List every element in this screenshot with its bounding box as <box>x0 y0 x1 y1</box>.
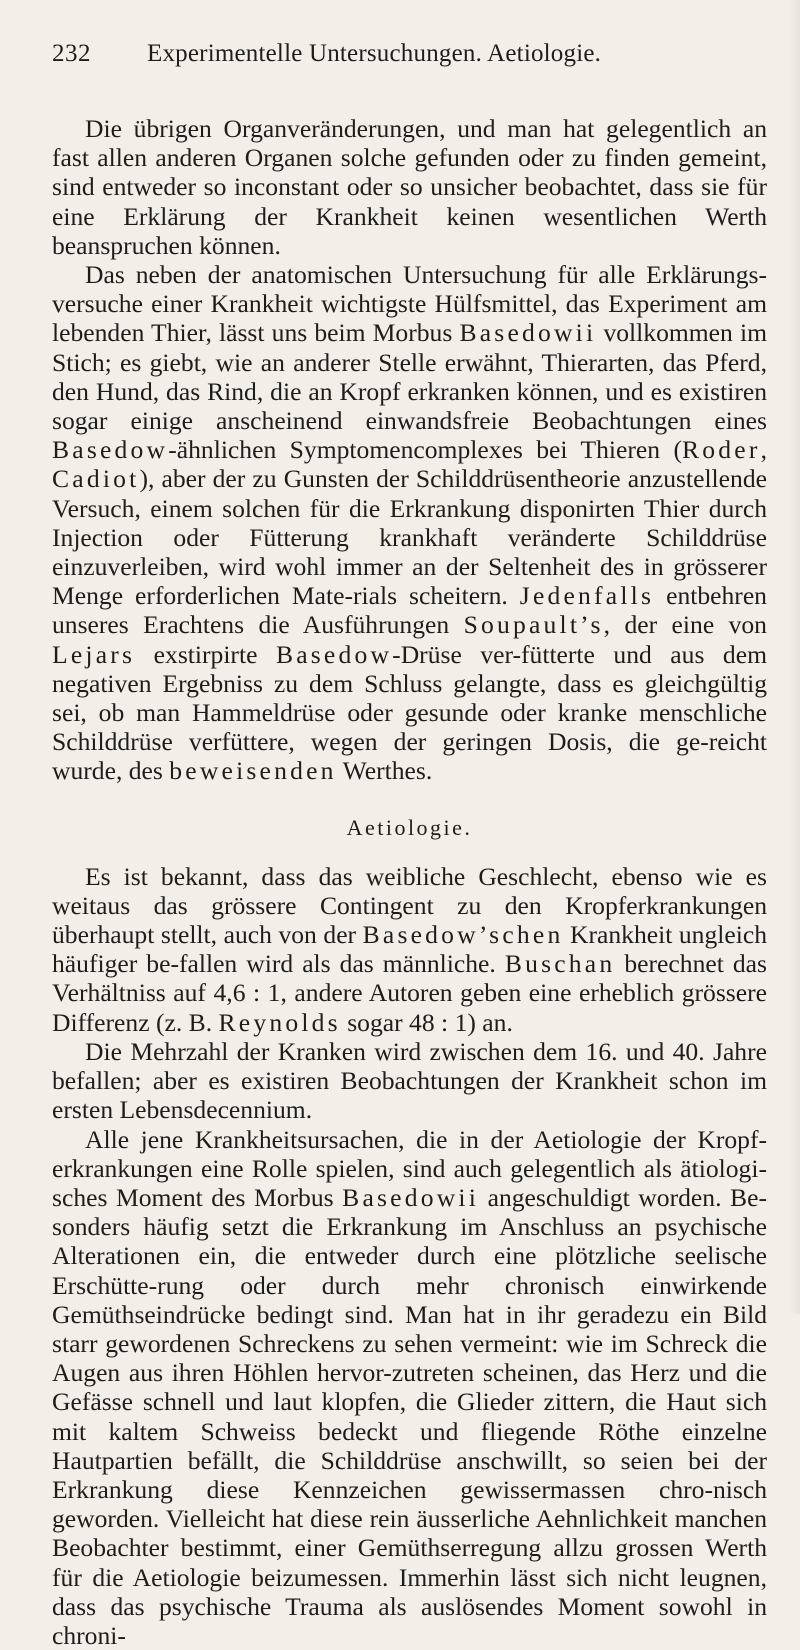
spaced-name: Basedow <box>276 640 392 669</box>
running-header <box>52 40 767 80</box>
paragraph-sex-distribution: Es ist bekannt, dass das weibliche Geschlecht, ebenso wie es weitaus das grössere Contingent zu den Kropferkrankungen überhaupt stellt, auch von der Basedow’schen Krankheit ungleich häufiger be-fallen wird als das männliche. Buschan berechnet das Verhältniss auf 4,6 : 1, andere Autoren geben eine erheblich grössere Differenz (z. B. Reynolds sogar 48 : 1) an. <box>52 862 767 1037</box>
spaced-name: Basedowii <box>342 1183 479 1212</box>
paragraph-psychic-causes: Alle jene Krankheitsursachen, die in der Aetiologie der Kropf-erkrankungen eine Rolle spielen, sind auch gelegentlich als ätiologi-sches Moment des Morbus Basedowii angeschuldigt worden. Be-sonders häufig setzt die Erkrankung im Anschluss an psychische Alterationen ein, die entweder durch eine plötzliche seelische Erschütte-rung oder durch mehr chronisch einwirkende Gemüthseindrücke bedingt sind. Man hat in ihr geradezu ein Bild starr gewordenen Schreckens zu sehen vermeint: wie im Schreck die Augen aus ihren Höhlen hervor-zutreten scheinen, das Herz und die Gefässe schnell und laut klopfen, die Glieder zittern, die Haut sich mit kaltem Schweiss bedeckt und fliegende Röthe einzelne Hautpartien befällt, die Schilddrüse anschwillt, so seien bei der Erkrankung diese Kennzeichen gewissermassen chro-nisch geworden. Vielleicht hat diese rein äusserliche Aehnlichkeit manchen Beobachter bestimmt, einer Gemüthserregung allzu grossen Werth für die Aetiologie beizumessen. Immerhin lässt sich nicht leugnen, dass das psychische Trauma als auslösendes Moment sowohl in chroni- <box>52 1125 767 1650</box>
spaced-name: Cadiot <box>52 464 139 493</box>
paper-edge-shadow <box>790 0 800 1314</box>
body-text <box>52 114 767 1650</box>
spaced-name: Basedow <box>52 435 168 464</box>
page-number: 232 <box>52 40 91 68</box>
spaced-name: Roder <box>682 435 761 464</box>
running-title: Experimentelle Untersuchungen. Aetiologie. <box>147 40 601 68</box>
paragraph-age-distribution: Die Mehrzahl der Kranken wird zwischen dem 16. und 40. Jahre befallen; aber es existiren Beobachtungen der Krankheit schon im ersten Lebensdecennium. <box>52 1037 767 1125</box>
paragraph-animal-experiment: Das neben der anatomischen Untersuchung für alle Erklärungs-versuche einer Krankheit wichtigste Hülfsmittel, das Experiment am lebenden Thier, lässt uns beim Morbus Basedowii vollkommen im Stich; es giebt, wie an anderer Stelle erwähnt, Thierarten, das Pferd, den Hund, das Rind, die an Kropf erkranken können, und es existiren sogar einige anscheinend einwandsfreie Beobachtungen eines Basedow-ähnlichen Symptomencomplexes bei Thieren (Roder, Cadiot), aber der zu Gunsten der Schilddrüsentheorie anzustellende Versuch, einem solchen für die Erkrankung disponirten Thier durch Injection oder Fütterung krankhaft veränderte Schilddrüse einzuverleiben, wird wohl immer an der Seltenheit des in grösserer Menge erforderlichen Mate-rials scheitern. Jedenfalls entbehren unseres Erachtens die Ausführungen Soupault’s, der eine von Lejars exstirpirte Basedow-Drüse ver-fütterte und aus dem negativen Ergebniss zu dem Schluss gelangte, dass es gleichgültig sei, ob man Hammeldrüse oder gesunde oder kranke menschliche Schilddrüse verfüttere, wegen der geringen Dosis, die ge-reicht wurde, des beweisenden Werthes. <box>52 260 767 786</box>
spaced-name: Buschan <box>505 949 616 978</box>
spaced-word: Jedenfalls <box>520 581 654 610</box>
spaced-word: beweisenden <box>169 756 336 785</box>
spaced-name: Basedow’schen <box>363 920 564 949</box>
spaced-name: Lejars <box>52 640 135 669</box>
section-heading: Aetiologie. <box>52 815 767 841</box>
spaced-name: Soupault’s <box>464 610 604 639</box>
paragraph-organ-changes: Die übrigen Organveränderungen, und man hat gelegentlich an fast allen anderen Organen solche gefunden oder zu finden gemeint, sind entweder so inconstant oder so unsicher beobachtet, dass sie für eine Erklärung der Krankheit keinen wesentlichen Werth beanspruchen können. <box>52 114 767 260</box>
spaced-name: Reynolds <box>219 1008 341 1037</box>
spaced-name: Basedowii <box>459 318 596 347</box>
